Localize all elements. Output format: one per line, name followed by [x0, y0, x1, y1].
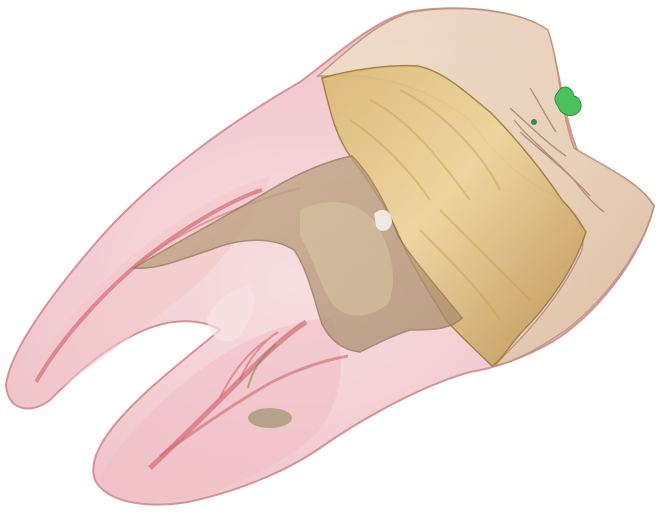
root-lesion	[248, 408, 292, 428]
marker-dot-icon	[531, 119, 537, 125]
